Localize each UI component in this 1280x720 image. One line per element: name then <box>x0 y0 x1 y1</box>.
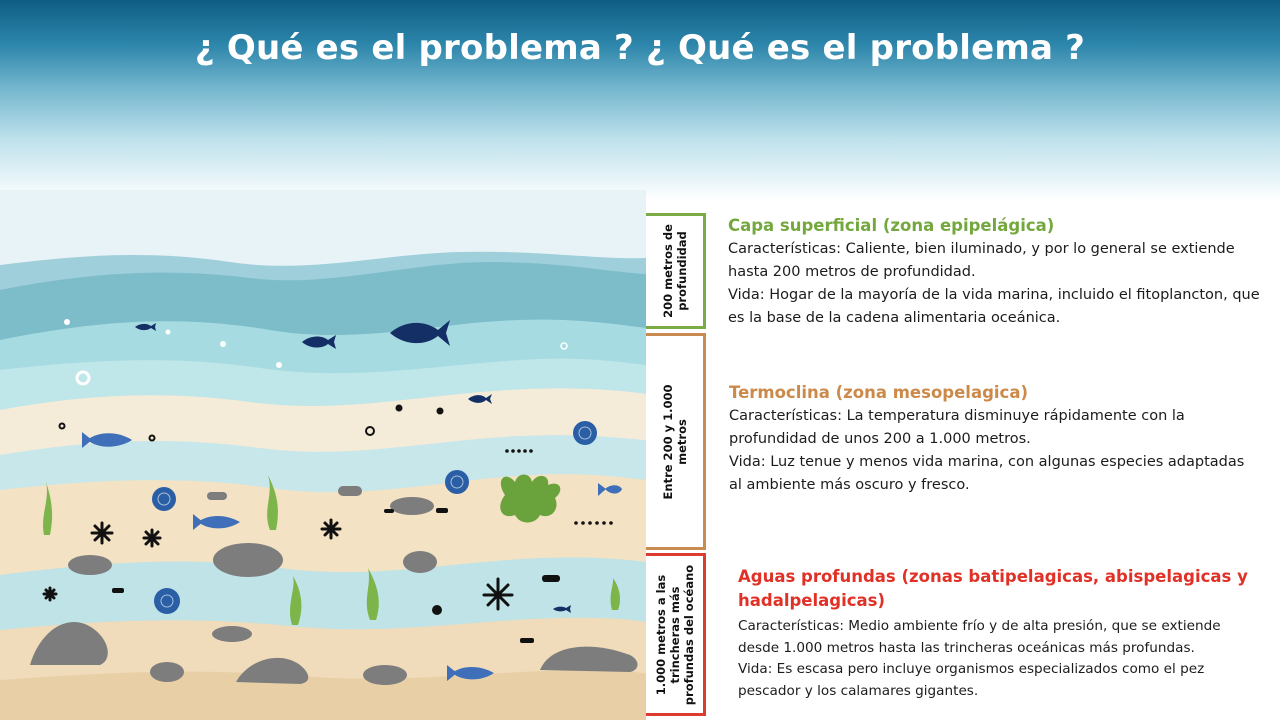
zone-deep-waters <box>738 565 1258 702</box>
zone-life: Vida: Luz tenue y menos vida marina, con algunas especies adaptadas al ambiente más oscuro y fresco. <box>729 454 1245 493</box>
zone-features: Características: La temperatura disminuye rápidamente con la profundidad de unos 200 a 1.000 metros. <box>729 408 1185 447</box>
zone-features: Características: Medio ambiente frío y de alta presión, que se extiende desde 1.000 metros hasta las trincheras oceánicas más profundas. <box>738 618 1221 656</box>
page-title: ¿ Qué es el problema ? ¿ Qué es el problema ? <box>194 28 1086 68</box>
depth-label: Entre 200 y 1.000 metros <box>660 384 689 499</box>
depth-bracket-epipelagic <box>646 213 706 329</box>
zone-epipelagic <box>728 216 1268 330</box>
depth-bracket-deep <box>646 553 706 716</box>
zone-mesopelagic <box>729 383 1259 497</box>
depth-label: 1.000 metros a las trincheras más profundas del océano <box>653 564 696 705</box>
zone-life: Vida: Hogar de la mayoría de la vida marina, incluido el fitoplancton, que es la base de la cadena alimentaria oceánica. <box>728 287 1260 326</box>
zone-heading: Aguas profundas (zonas batipelagicas, abispelagicas y hadalpelagicas) <box>738 567 1248 610</box>
depth-label: 200 metros de profundidad <box>660 224 689 318</box>
depth-bracket-mesopelagic <box>646 333 706 550</box>
zone-heading: Termoclina (zona mesopelagica) <box>729 383 1028 402</box>
zone-features: Características: Caliente, bien iluminado, y por lo general se extiende hasta 200 metros de profundidad. <box>728 241 1235 280</box>
zone-heading: Capa superficial (zona epipelágica) <box>728 216 1055 235</box>
zone-life: Vida: Es escasa pero incluye organismos especializados como el pez pescador y los calamares gigantes. <box>738 661 1205 699</box>
ocean-illustration <box>0 190 646 720</box>
